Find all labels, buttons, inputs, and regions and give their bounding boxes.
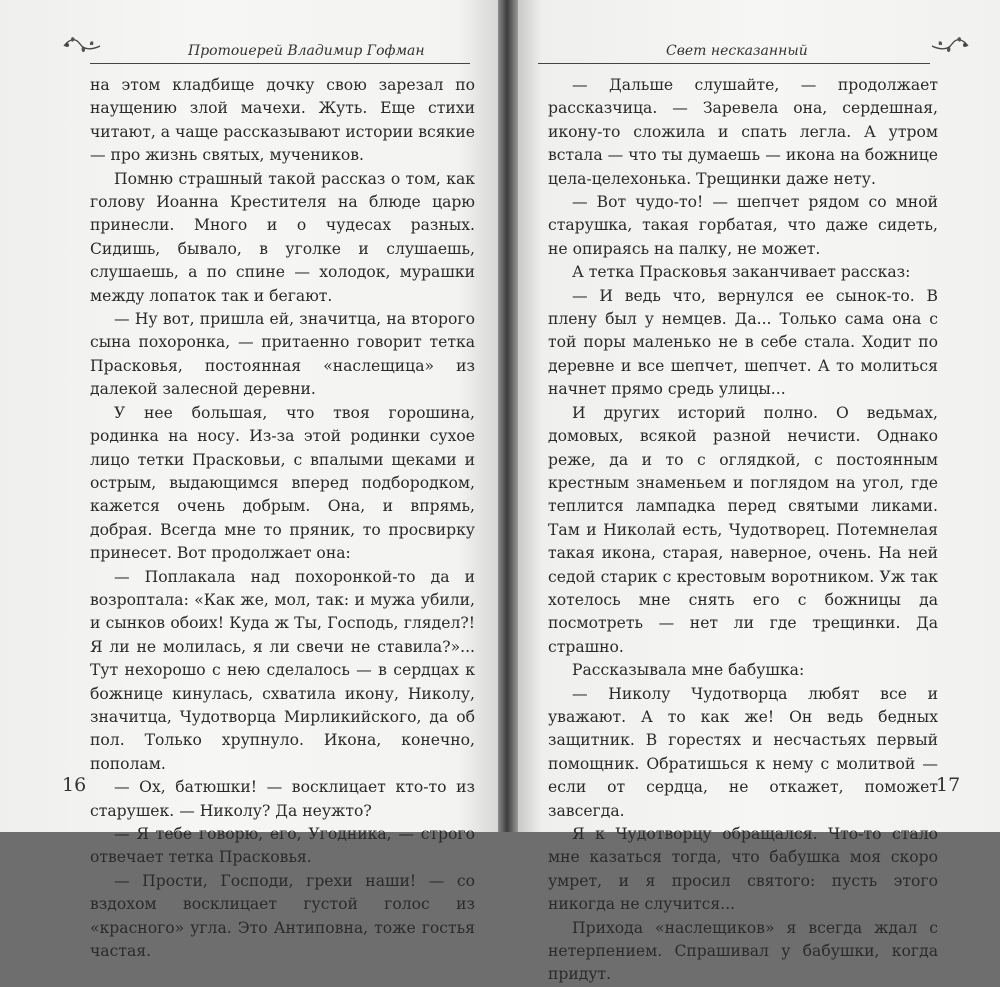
header-rule: [90, 63, 470, 64]
paragraph: — И ведь что, вернулся ее сынок-то. В плену был у немцев. Да... Только сама она с той поры маленько не в себе стала. Ходит по деревне и все шепчет, шепчет. А то молиться начнет прямо средь улицы...: [548, 286, 938, 399]
paragraph: А тетка Прасковья заканчивает рассказ:: [572, 263, 911, 282]
right-page-number: 17: [936, 774, 961, 796]
paragraph: — Поплакала над похоронкой-то да и возроптала: «Как же, мол, так: и мужа убили, и сынков обоих! Куда ж Ты, Господь, глядел?! Я ли не молилась, я ли свечи не ставила?»... Тут нехорошо с нею сделалось — в сердцах к божнице кинулась, схватила икону, Николу, значитца, Чудотворца Мирликийского, да об пол. Только хрупнуло. Икона, конечно, пополам.: [90, 567, 475, 773]
left-body-text: [90, 74, 475, 963]
header-rule: [538, 63, 930, 64]
left-page-number: 16: [62, 774, 87, 796]
paragraph: И других историй полно. О ведьмах, домовых, всякой разной нечисти. Однако реже, да и то с оглядкой, с постоянным крестным знаменьем и поглядом на угол, где теплится лампадка перед святыми ликами. Там и Николай есть, Чудотворец. Потемнелая такая икона, старая, наверное, очень. На ней седой старик с крестовым воротником. Уж так хотелось мне снять его с божницы да посмотреть — нет ли где трещинки. Да страшно.: [548, 403, 938, 656]
floral-ornament-icon: [62, 34, 102, 56]
right-body-text: [548, 74, 938, 987]
right-running-header: [538, 38, 958, 64]
left-header-title: Протоиерей Владимир Гофман: [188, 43, 425, 59]
paragraph: — Прости, Господи, грехи наши! — со вздохом восклицает густой голос из «красного» угла. Это Антиповна, тоже гостья частая.: [90, 871, 475, 961]
paragraph: Помню страшный такой рассказ о том, как голову Иоанна Крестителя на блюде царю принесли. Много и о чудесах разных. Сидишь, бывало, в уголке и слушаешь, слушаешь, а по спине — холодок, мурашки между лопаток так и бегают.: [90, 169, 475, 305]
paragraph: — Дальше слушайте, — продолжает рассказчица. — Заревела она, сердешная, икону-то сложила и спать легла. А утром встала — что ты думаешь — икона на божнице цела-целехонька. Трещинки даже нету.: [548, 76, 938, 188]
floral-ornament-icon: [930, 34, 970, 56]
paragraph: — Николу Чудотворца любят все и уважают. А то как же! Он ведь бедных защитник. В горестях и несчастьях первый помощник. Обратишься к нему с молитвой — если от сердца, не откажет, поможет завсегда.: [548, 684, 938, 820]
book-gutter: [498, 0, 518, 832]
paragraph: на этом кладбище дочку свою зарезал по наущению злой мачехи. Жуть. Еще стихи читают, а чаще рассказывают истории всякие — про жизнь святых, мучеников.: [90, 76, 475, 165]
left-page: [0, 0, 498, 961]
paragraph: У нее большая, что твоя горошина, родинка на носу. Из-за этой родинки сухое лицо тетки Прасковьи, с впалыми щеками и острым, выдающимся вперед подбородком, кажется очень добрым. Она, и впрямь, добрая. Всегда мне то пряник, то просвирку принесет. Вот продолжает она:: [90, 403, 475, 563]
paragraph: Рассказывала мне бабушка:: [572, 661, 805, 680]
paragraph: — Ну вот, пришла ей, значитца, на второго сына похоронка, — притаенно говорит тетка Прасковья, постоянная «наслещица» из далекой залесной деревни.: [90, 310, 475, 399]
paragraph: Я к Чудотворцу обращался. Что-то стало мне казаться тогда, что бабушка моя скоро умрет, и я просил святого: пусть этого никогда не случится...: [548, 825, 938, 914]
right-page: [518, 0, 1000, 984]
left-running-header: [70, 38, 470, 64]
paragraph: — Вот чудо-то! — шепчет рядом со мной старушка, такая горбатая, что даже сидеть, не опираясь на палку, не может.: [548, 193, 938, 258]
paragraph: Прихода «наслещиков» я всегда ждал с нетерпением. Спрашивал у бабушки, когда придут.: [548, 918, 938, 984]
paragraph: — Ох, батюшки! — восклицает кто-то из старушек. — Николу? Да неужто?: [90, 778, 475, 820]
paragraph: — Я тебе говорю, его, Угодника, — строго отвечает тетка Прасковья.: [90, 825, 475, 867]
right-header-title: Свет несказанный: [666, 43, 808, 59]
